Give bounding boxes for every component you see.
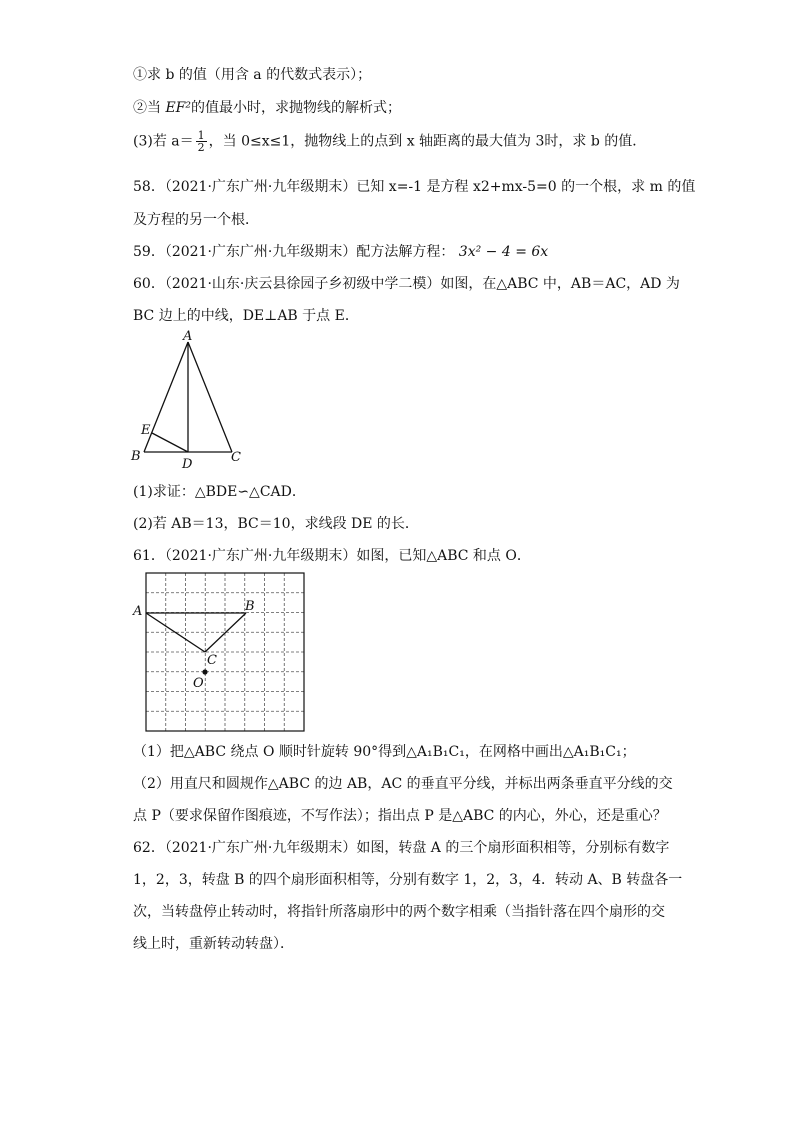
q62-line4: 线上时，重新转动转盘）．	[133, 936, 294, 952]
grid-figure	[130, 570, 310, 735]
q57-sub2: ②当 EF²的值最小时，求抛物线的解析式；	[133, 100, 401, 116]
point-o	[202, 669, 207, 674]
q61-sub2-line1: （2）用直尺和圆规作△ABC 的边 AB，AC 的垂直平分线，并标出两条垂直平分线的交	[133, 776, 673, 792]
q61-sub2-line2: 点 P（要求保留作图痕迹，不写作法）；指出点 P 是△ABC 的内心，外心，还是重心？	[133, 808, 667, 824]
grid-border	[146, 573, 304, 731]
q58-line1: 58．（2021·广东广州·九年级期末）已知 x=-1 是方程 x2+mx-5=0 的一个根，求 m 的值	[133, 179, 696, 195]
label-a: A	[133, 604, 143, 619]
q62-line3: 次，当转盘停止转动时，将指针所落扇形中的两个数字相乘（当指针落在四个扇形的交	[133, 904, 665, 920]
label-c: C	[231, 450, 241, 465]
segment-ac	[188, 342, 232, 452]
label-c: C	[207, 653, 217, 668]
label-b: B	[131, 449, 141, 464]
segment-ab	[144, 342, 188, 452]
q60-line1: 60．（2021·山东·庆云县徐园子乡初级中学二模）如图，在△ABC 中，AB＝AC，AD 为	[133, 276, 680, 292]
fraction-one-half: $\frac{1}{2}$	[197, 129, 205, 154]
q60-line2: BC 边上的中线，DE⊥AB 于点 E．	[133, 308, 359, 324]
square-grid	[146, 573, 304, 731]
q57-sub1: ①求 b 的值（用含 a 的代数式表示）；	[133, 67, 372, 83]
segment-de	[152, 433, 188, 452]
q59-text: 59．（2021·广东广州·九年级期末）配方法解方程： 3x² − 4 = 6x	[133, 244, 549, 260]
label-b: B	[245, 599, 255, 614]
q59-equation: 3x² − 4 = 6x	[458, 244, 549, 260]
q57-sub3: (3)若 a＝ $\frac{1}{2}$ ，当 0≤x≤1，抛物线上的点到 x 轴距离的最大值为 3时，求 b 的值．	[133, 129, 647, 154]
label-o: O	[193, 676, 204, 691]
q60-sub1: (1)求证：△BDE∽△CAD．	[133, 484, 306, 500]
label-e: E	[141, 423, 151, 438]
q62-line2: 1，2，3，转盘 B 的四个扇形面积相等，分别有数字 1，2，3，4．转动 A、B 转盘各一	[133, 872, 683, 888]
q61-sub1: （1）把△ABC 绕点 O 顺时针旋转 90°得到△A₁B₁C₁，在网格中画出△A₁B₁C₁；	[133, 744, 636, 760]
q61-line1: 61．（2021·广东广州·九年级期末）如图，已知△ABC 和点 O．	[133, 548, 531, 564]
triangle-abc-figure	[128, 330, 248, 475]
q62-line1: 62．（2021·广东广州·九年级期末）如图，转盘 A 的三个扇形面积相等，分别标有数字	[133, 840, 670, 856]
q60-sub2: (2)若 AB＝13，BC＝10，求线段 DE 的长．	[133, 516, 419, 532]
label-d: D	[182, 457, 193, 472]
q58-line2: 及方程的另一个根．	[133, 212, 259, 228]
label-a: A	[183, 330, 193, 344]
